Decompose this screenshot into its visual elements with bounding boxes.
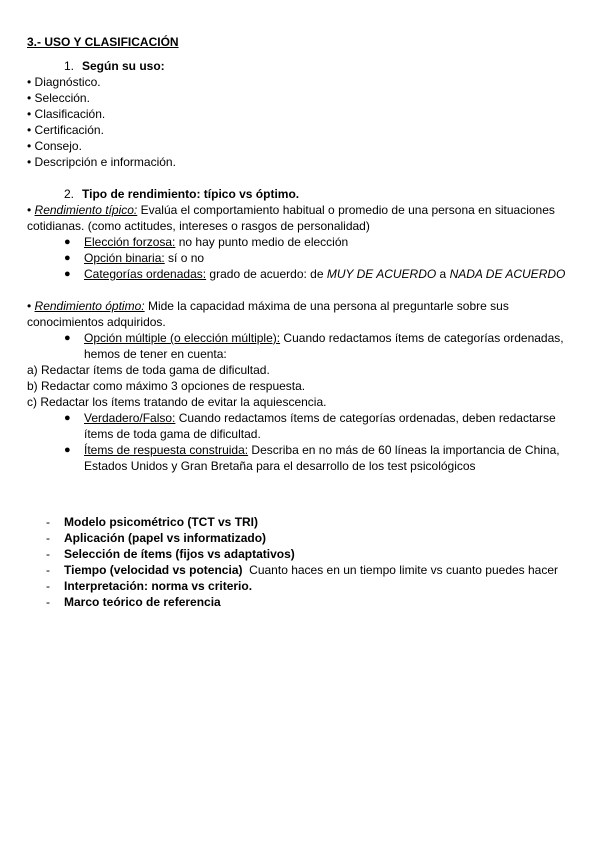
section1-title	[27, 58, 575, 74]
section-heading: 3.- USO Y CLASIFICACIÓN	[27, 35, 179, 49]
dash-item	[27, 514, 575, 530]
bullet-marker: ●	[64, 412, 71, 424]
dot-marker: •	[27, 91, 32, 105]
list-item-text: Descripción e información.	[34, 155, 176, 169]
list-item	[27, 154, 575, 170]
bullet-marker: ●	[64, 268, 71, 280]
section2-title	[27, 186, 575, 202]
dash-item	[27, 594, 575, 610]
bullet-emphasis: MUY DE ACUERDO	[326, 267, 437, 281]
alpha-item: c) Redactar los ítems tratando de evitar la aquiescencia.	[27, 395, 327, 409]
dot-marker: •	[27, 155, 32, 169]
bullet-label: Elección forzosa:	[84, 235, 176, 249]
dash-item-bold: Aplicación (papel vs informatizado)	[64, 531, 267, 545]
list-item	[27, 122, 575, 138]
dash-item-bold: Modelo psicométrico (TCT vs TRI)	[64, 515, 259, 529]
list-item	[27, 106, 575, 122]
section2-number: 2.	[64, 187, 75, 201]
list-item	[27, 266, 575, 282]
bullet-text: a	[436, 267, 450, 281]
list-item-text: Diagnóstico.	[34, 75, 101, 89]
dash-item-text: Cuanto haces en un tiempo limite vs cuanto puedes hacer	[242, 563, 559, 577]
dash-marker: -	[46, 531, 50, 545]
tipico-paragraph	[27, 202, 575, 234]
bullet-emphasis: NADA DE ACUERDO	[449, 267, 566, 281]
dash-marker: -	[46, 563, 50, 577]
list-item	[27, 138, 575, 154]
list-item	[27, 90, 575, 106]
bullet-text: Cuando redactamos ítems de categorías ordenadas, hemos de tener en cuenta:	[84, 331, 564, 361]
bullet-text: Describa en no más de 60 líneas la importancia de China, Estados Unidos y Gran Bretaña para el desarrollo de los test psicológicos	[84, 443, 560, 473]
section1-title-text: Según su uso:	[82, 59, 165, 73]
dash-item-bold: Selección de ítems (fijos vs adaptativos)	[64, 547, 295, 561]
dash-marker: -	[46, 579, 50, 593]
dot-marker: •	[27, 139, 32, 153]
bullet-text: grado de acuerdo: de	[206, 267, 327, 281]
bullet-marker: ●	[64, 332, 71, 344]
dot-marker: •	[27, 299, 32, 313]
tipico-label: Rendimiento típico:	[34, 203, 138, 217]
list-item	[27, 330, 575, 362]
alpha-item: b) Redactar como máximo 3 opciones de respuesta.	[27, 379, 306, 393]
list-item	[27, 250, 575, 266]
dash-item	[27, 562, 575, 578]
bullet-marker: ●	[64, 236, 71, 248]
optimo-text: Mide la capacidad máxima de una persona al preguntarle sobre sus conocimientos adquiridos.	[27, 299, 509, 329]
list-item	[27, 442, 575, 474]
list-item	[27, 74, 575, 90]
bullet-label: Verdadero/Falso:	[84, 411, 176, 425]
bullet-marker: ●	[64, 252, 71, 264]
bullet-label: Opción múltiple (o elección múltiple):	[84, 331, 281, 345]
dash-item	[27, 546, 575, 562]
bullet-text: no hay punto medio de elección	[175, 235, 349, 249]
dash-item	[27, 578, 575, 594]
optimo-paragraph	[27, 298, 575, 330]
dash-list	[27, 514, 575, 610]
uso-list	[27, 74, 575, 170]
dot-marker: •	[27, 75, 32, 89]
section2-title-text: Tipo de rendimiento: típico vs óptimo.	[82, 187, 300, 201]
bullet-text: Cuando redactamos ítems de categorías ordenadas, deben redactarse ítems de toda gama de dificultad.	[84, 411, 556, 441]
dash-marker: -	[46, 547, 50, 561]
dot-marker: •	[27, 203, 32, 217]
dash-item-bold: Tiempo (velocidad vs potencia)	[64, 563, 243, 577]
bullet-label: Categorías ordenadas:	[84, 267, 207, 281]
list-item	[27, 234, 575, 250]
tipico-text: Evalúa el comportamiento habitual o promedio de una persona en situaciones cotidianas. (como actitudes, intereses o rasgos de personalidad)	[27, 203, 555, 233]
list-item-text: Clasificación.	[34, 107, 106, 121]
bullet-marker: ●	[64, 444, 71, 456]
dot-marker: •	[27, 123, 32, 137]
dash-item-bold: Marco teórico de referencia	[64, 595, 221, 609]
list-item-text: Certificación.	[34, 123, 104, 137]
bullet-label: Opción binaria:	[84, 251, 165, 265]
bullet-text: sí o no	[164, 251, 205, 265]
dash-item	[27, 530, 575, 546]
bullet-label: Ítems de respuesta construida:	[84, 443, 249, 457]
list-item-text: Selección.	[34, 91, 90, 105]
alpha-item: a) Redactar ítems de toda gama de dificultad.	[27, 363, 270, 377]
optimo-label: Rendimiento óptimo:	[34, 299, 145, 313]
dot-marker: •	[27, 107, 32, 121]
list-item-text: Consejo.	[34, 139, 82, 153]
section1-number: 1.	[64, 59, 75, 73]
dash-item-bold: Interpretación: norma vs criterio.	[64, 579, 253, 593]
list-item	[27, 410, 575, 442]
dash-marker: -	[46, 595, 50, 609]
dash-marker: -	[46, 515, 50, 529]
document-page	[27, 34, 575, 610]
